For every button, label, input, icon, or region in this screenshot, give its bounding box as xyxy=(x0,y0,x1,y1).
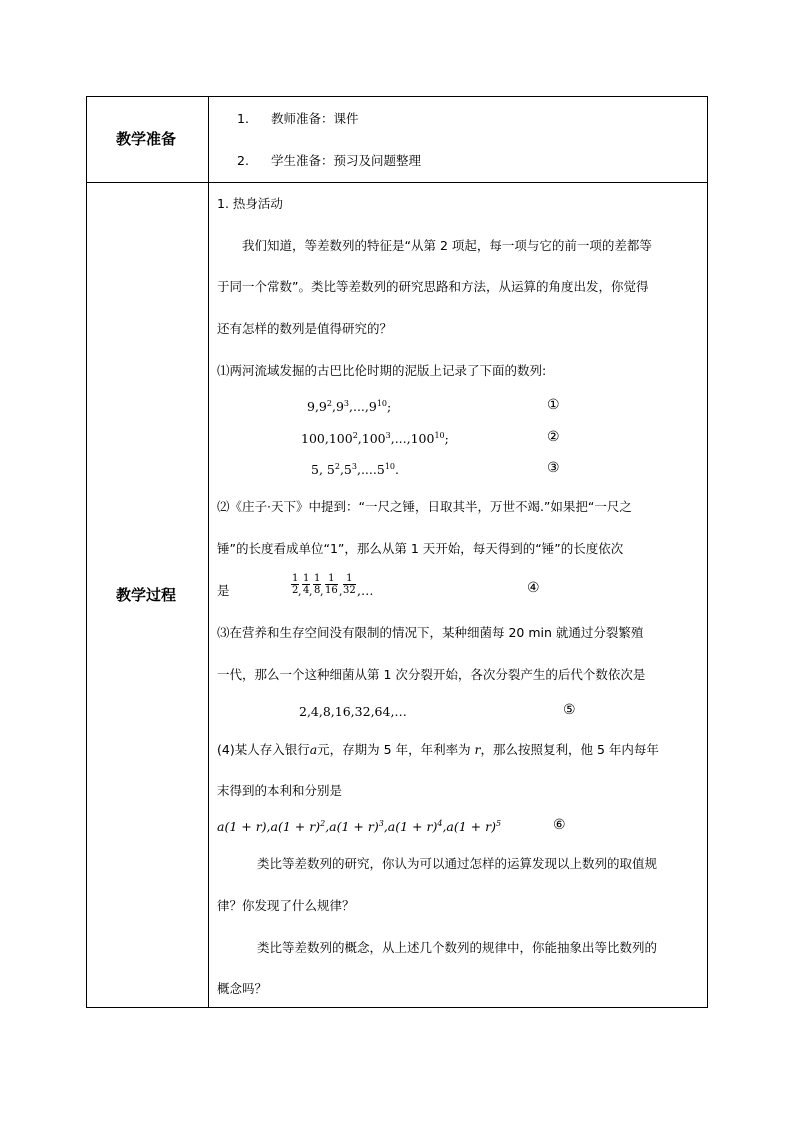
paragraph-3-line-1: ⑶在营养和生存空间没有限制的情况下，某种细菌每 20 min 就通过分裂繁殖 xyxy=(217,625,644,640)
marker-4: ④ xyxy=(527,580,540,596)
section-heading: 1. 热身活动 xyxy=(217,196,283,211)
sequence-3: 5, $5^2,5^3,....5^{10}$. xyxy=(311,461,399,477)
fraction-4: $\frac{1}{16}$ xyxy=(325,573,338,596)
row-divider xyxy=(87,182,707,183)
sequence-5: 2,4,8,16,32,64,… xyxy=(299,704,407,719)
paragraph-2-line-1: ⑵《庄子·天下》中提到：“一尺之锤，日取其半，万世不竭.”如果把“一尺之 xyxy=(217,499,632,514)
fraction-2: $\frac{1}{4}$ xyxy=(303,573,310,596)
process-label: 教学过程 xyxy=(116,586,177,604)
paragraph-4-line-1: (4)某人存入银行a元，存期为 5 年，年利率为 r，那么按照复利，他 5 年内每年 xyxy=(217,742,659,757)
intro-line-3: 还有怎样的数列是值得研究的？ xyxy=(217,321,393,336)
fraction-separator: , xyxy=(339,585,343,598)
fraction-5: $\frac{1}{32}$ xyxy=(343,573,356,596)
sequence-6: $a(1 + r),a(1 + r)^2,a(1 + r)^3,a(1 + r)^4,a(1 + r)^5$ xyxy=(217,818,502,834)
prep-item-1-text: 教师准备：课件 xyxy=(271,111,359,126)
paragraph-1: ⑴两河流域发掘的古巴比伦时期的泥版上记录了下面的数列: xyxy=(217,363,547,378)
sequence-2: 100,100$^2$,100$^3$,...,100$^{10}$; xyxy=(301,430,449,446)
marker-2: ② xyxy=(547,429,560,445)
prep-item-2-text: 学生准备：预习及问题整理 xyxy=(271,153,422,168)
lesson-plan-table xyxy=(86,96,708,1008)
question-2-line-2: 概念吗？ xyxy=(217,981,268,996)
paragraph-2-line-2: 锤”的长度看成单位“1”，那么从第 1 天开始，每天得到的“锤”的长度依次 xyxy=(217,541,624,556)
column-divider xyxy=(208,97,209,1007)
prep-item-1-num: 1. xyxy=(237,111,249,126)
marker-1: ① xyxy=(547,397,560,413)
fraction-separator: , xyxy=(298,585,302,598)
marker-6: ⑥ xyxy=(553,817,566,833)
marker-5: ⑤ xyxy=(563,702,576,718)
question-2-line-1: 类比等差数列的概念，从上述几个数列的规律中，你能抽象出等比数列的 xyxy=(257,940,658,955)
question-1-line-2: 律？你发现了什么规律？ xyxy=(217,898,355,913)
fraction-separator: , xyxy=(320,585,324,598)
fraction-3: $\frac{1}{8}$ xyxy=(314,573,321,596)
question-1-line-1: 类比等差数列的研究，你认为可以通过怎样的运算发现以上数列的取值规 xyxy=(257,856,658,871)
prep-item-2-num: 2. xyxy=(237,153,249,168)
fraction-separator: , xyxy=(309,585,313,598)
fraction-1: $\frac{1}{2}$ xyxy=(292,573,299,596)
paragraph-2-line-3: 是 xyxy=(217,583,230,598)
prep-label: 教学准备 xyxy=(116,130,177,148)
paragraph-4-line-2: 末得到的本利和分别是 xyxy=(217,783,343,798)
fraction-tail: ,… xyxy=(357,583,374,598)
intro-line-2: 于同一个常数”。类比等差数列的研究思路和方法，从运算的角度出发，你觉得 xyxy=(217,279,649,294)
intro-line-1: 我们知道，等差数列的特征是“从第 2 项起，每一项与它的前一项的差都等 xyxy=(242,238,652,253)
sequence-1: $9,9^2,9^3,...,9^{10}$; xyxy=(307,398,392,414)
paragraph-3-line-2: 一代，那么一个这种细菌从第 1 次分裂开始，各次分裂产生的后代个数依次是 xyxy=(217,667,646,682)
marker-3: ③ xyxy=(547,460,560,476)
